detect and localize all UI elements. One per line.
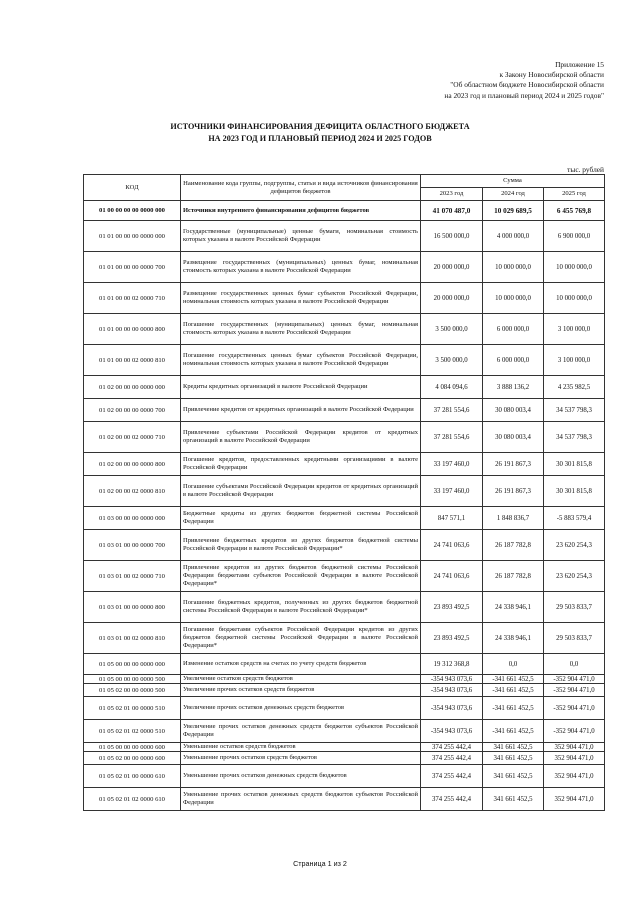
row-value-2025: 0,0 — [544, 654, 605, 675]
row-name: Источники внутреннего финансирования дефицитов бюджетов — [181, 201, 421, 221]
row-value-2024: 3 888 136,2 — [483, 376, 544, 399]
row-code: 01 02 00 00 00 0000 800 — [84, 453, 181, 476]
row-value-2023: 3 500 000,0 — [421, 314, 483, 345]
row-value-2025: 23 620 254,3 — [544, 561, 605, 592]
table-row — [84, 476, 605, 507]
row-value-2023: 16 500 000,0 — [421, 221, 483, 252]
row-value-2024: -341 661 452,5 — [483, 684, 544, 697]
row-value-2023: -354 943 073,6 — [421, 684, 483, 697]
row-value-2025: -352 904 471,0 — [544, 697, 605, 720]
row-code: 01 05 02 01 02 0000 510 — [84, 720, 181, 743]
row-name: Увеличение прочих остатков денежных средств бюджетов субъектов Российской Федерации — [181, 720, 421, 743]
row-value-2023: 24 741 063,6 — [421, 530, 483, 561]
row-value-2025: 30 301 815,8 — [544, 453, 605, 476]
appendix-line: Приложение 15 — [555, 60, 604, 69]
row-name: Увеличение прочих остатков денежных средств бюджетов — [181, 697, 421, 720]
row-code: 01 02 00 00 00 0000 000 — [84, 376, 181, 399]
row-name: Увеличение остатков средств бюджетов — [181, 675, 421, 684]
financing-sources-table — [83, 174, 605, 811]
row-value-2025: 6 455 769,8 — [544, 201, 605, 221]
table-row — [84, 697, 605, 720]
row-value-2024: -341 661 452,5 — [483, 720, 544, 743]
row-value-2024: 10 000 000,0 — [483, 283, 544, 314]
row-code: 01 01 00 00 02 0000 710 — [84, 283, 181, 314]
appendix-header — [344, 60, 604, 101]
row-value-2024: 30 080 003,4 — [483, 399, 544, 422]
table-row — [84, 422, 605, 453]
row-name: Погашение субъектами Российской Федерации кредитов от кредитных организаций в валюте Российской Федерации — [181, 476, 421, 507]
row-name: Привлечение кредитов из других бюджетов бюджетной системы Российской Федерации бюджетами субъектов Российской Федерации в валюте Российской Федерации* — [181, 561, 421, 592]
row-name: Привлечение субъектами Российской Федерации кредитов от кредитных организаций в валюте Российской Федерации — [181, 422, 421, 453]
row-value-2023: 374 255 442,4 — [421, 788, 483, 811]
document-title — [60, 121, 580, 144]
header-name: Наименование кода группы, подгруппы, статьи и вида источников финансирования дефицитов бюджетов — [181, 175, 421, 201]
row-name: Погашение бюджетами субъектов Российской Федерации кредитов из других бюджетов бюджетной системы Российской Федерации в валюте Российской Федерации* — [181, 623, 421, 654]
table-row — [84, 765, 605, 788]
header-year-2023: 2023 год — [421, 188, 483, 201]
table-row — [84, 314, 605, 345]
row-value-2025: 352 904 471,0 — [544, 765, 605, 788]
row-value-2024: 341 661 452,5 — [483, 743, 544, 752]
table-row — [84, 399, 605, 422]
row-name: Уменьшение прочих остатков средств бюджетов — [181, 752, 421, 765]
row-value-2025: 352 904 471,0 — [544, 752, 605, 765]
row-code: 01 05 00 00 00 0000 600 — [84, 743, 181, 752]
row-name: Размещение государственных ценных бумаг субъектов Российской Федерации, номинальная стоимость которых указана в валюте Российской Федерации — [181, 283, 421, 314]
row-name: Изменение остатков средств на счетах по учету средств бюджетов — [181, 654, 421, 675]
row-value-2023: 19 312 368,8 — [421, 654, 483, 675]
row-value-2025: -352 904 471,0 — [544, 720, 605, 743]
row-value-2024: 341 661 452,5 — [483, 788, 544, 811]
row-value-2025: 34 537 798,3 — [544, 422, 605, 453]
row-code: 01 02 00 00 00 0000 700 — [84, 399, 181, 422]
header-code: КОД — [84, 175, 181, 201]
row-value-2023: 847 571,1 — [421, 507, 483, 530]
row-code: 01 03 01 00 02 0000 810 — [84, 623, 181, 654]
table-row — [84, 743, 605, 752]
appendix-line: "Об областном бюджете Новосибирской области — [450, 80, 604, 90]
row-value-2024: 26 187 782,8 — [483, 530, 544, 561]
row-code: 01 01 00 00 00 0000 800 — [84, 314, 181, 345]
row-value-2025: -352 904 471,0 — [544, 684, 605, 697]
row-value-2024: 26 191 867,3 — [483, 453, 544, 476]
row-code: 01 01 00 00 00 0000 000 — [84, 221, 181, 252]
row-code: 01 03 01 00 00 0000 700 — [84, 530, 181, 561]
header-sum: Сумма — [421, 175, 605, 188]
table-row — [84, 507, 605, 530]
row-value-2023: 20 000 000,0 — [421, 283, 483, 314]
row-value-2023: 20 000 000,0 — [421, 252, 483, 283]
row-name: Погашение государственных (муниципальных) ценных бумаг, номинальная стоимость которых указана в валюте Российской Федерации — [181, 314, 421, 345]
row-value-2023: 33 197 460,0 — [421, 476, 483, 507]
table-row — [84, 623, 605, 654]
row-value-2023: 24 741 063,6 — [421, 561, 483, 592]
row-value-2024: 4 000 000,0 — [483, 221, 544, 252]
row-name: Государственные (муниципальные) ценные бумаги, номинальная стоимость которых указана в валюте Российской Федерации — [181, 221, 421, 252]
row-value-2023: 374 255 442,4 — [421, 752, 483, 765]
row-value-2025: 10 000 000,0 — [544, 252, 605, 283]
row-code: 01 02 00 00 02 0000 710 — [84, 422, 181, 453]
row-name: Уменьшение прочих остатков денежных средств бюджетов субъектов Российской Федерации — [181, 788, 421, 811]
row-value-2025: 4 235 982,5 — [544, 376, 605, 399]
row-value-2023: 3 500 000,0 — [421, 345, 483, 376]
row-value-2025: 3 100 000,0 — [544, 314, 605, 345]
row-value-2025: 10 000 000,0 — [544, 283, 605, 314]
row-name: Погашение кредитов, предоставленных кредитными организациями в валюте Российской Федерации — [181, 453, 421, 476]
row-value-2024: 10 029 689,5 — [483, 201, 544, 221]
row-value-2024: 6 000 000,0 — [483, 345, 544, 376]
row-name: Уменьшение остатков средств бюджетов — [181, 743, 421, 752]
row-code: 01 05 02 00 00 0000 500 — [84, 684, 181, 697]
table-row — [84, 788, 605, 811]
row-value-2025: -352 904 471,0 — [544, 675, 605, 684]
row-value-2024: 10 000 000,0 — [483, 252, 544, 283]
row-code: 01 05 00 00 00 0000 500 — [84, 675, 181, 684]
row-value-2025: 3 100 000,0 — [544, 345, 605, 376]
row-value-2025: 29 503 833,7 — [544, 623, 605, 654]
appendix-line: к Закону Новосибирской области — [499, 70, 604, 80]
row-value-2023: 33 197 460,0 — [421, 453, 483, 476]
table-row — [84, 376, 605, 399]
table-row — [84, 221, 605, 252]
row-value-2023: -354 943 073,6 — [421, 675, 483, 684]
row-code: 01 05 02 00 00 0000 600 — [84, 752, 181, 765]
row-value-2025: 352 904 471,0 — [544, 788, 605, 811]
table-row — [84, 720, 605, 743]
row-code: 01 00 00 00 00 0000 000 — [84, 201, 181, 221]
row-value-2023: 23 893 492,5 — [421, 623, 483, 654]
row-value-2025: 352 904 471,0 — [544, 743, 605, 752]
row-value-2023: 374 255 442,4 — [421, 743, 483, 752]
row-name: Кредиты кредитных организаций в валюте Российской Федерации — [181, 376, 421, 399]
row-value-2025: 23 620 254,3 — [544, 530, 605, 561]
table-row — [84, 283, 605, 314]
table-row — [84, 752, 605, 765]
row-value-2024: 341 661 452,5 — [483, 752, 544, 765]
table-row — [84, 654, 605, 675]
row-name: Размещение государственных (муниципальных) ценных бумаг, номинальная стоимость которых указана в валюте Российской Федерации — [181, 252, 421, 283]
row-name: Погашение государственных ценных бумаг субъектов Российской Федерации, номинальная стоимость которых указана в валюте Российской Федерации — [181, 345, 421, 376]
row-code: 01 01 00 00 00 0000 700 — [84, 252, 181, 283]
row-code: 01 05 02 01 02 0000 610 — [84, 788, 181, 811]
table-row — [84, 592, 605, 623]
row-value-2023: -354 943 073,6 — [421, 697, 483, 720]
row-value-2023: 4 084 094,6 — [421, 376, 483, 399]
table-row — [84, 453, 605, 476]
table-body — [84, 201, 605, 811]
title-line: ИСТОЧНИКИ ФИНАНСИРОВАНИЯ ДЕФИЦИТА ОБЛАСТНОГО БЮДЖЕТА — [170, 122, 470, 131]
row-code: 01 05 00 00 00 0000 000 — [84, 654, 181, 675]
row-name: Бюджетные кредиты из других бюджетов бюджетной системы Российской Федерации — [181, 507, 421, 530]
row-name: Погашение бюджетных кредитов, полученных из других бюджетов бюджетной системы Российской Федерации в валюте Российской Федерации* — [181, 592, 421, 623]
table-row — [84, 252, 605, 283]
row-name: Увеличение прочих остатков средств бюджетов — [181, 684, 421, 697]
table-row — [84, 530, 605, 561]
row-value-2024: -341 661 452,5 — [483, 697, 544, 720]
row-value-2024: 26 191 867,3 — [483, 476, 544, 507]
row-value-2024: -341 661 452,5 — [483, 675, 544, 684]
row-value-2024: 30 080 003,4 — [483, 422, 544, 453]
title-line: НА 2023 ГОД И ПЛАНОВЫЙ ПЕРИОД 2024 И 2025 ГОДОВ — [208, 133, 432, 143]
table-row — [84, 684, 605, 697]
row-value-2023: 37 281 554,6 — [421, 422, 483, 453]
row-code: 01 03 00 00 00 0000 000 — [84, 507, 181, 530]
row-value-2025: 6 900 000,0 — [544, 221, 605, 252]
row-value-2023: 374 255 442,4 — [421, 765, 483, 788]
row-value-2024: 0,0 — [483, 654, 544, 675]
row-value-2023: 37 281 554,6 — [421, 399, 483, 422]
table-row — [84, 201, 605, 221]
row-value-2023: -354 943 073,6 — [421, 720, 483, 743]
row-value-2025: 30 301 815,8 — [544, 476, 605, 507]
table-row — [84, 561, 605, 592]
row-code: 01 05 02 01 00 0000 510 — [84, 697, 181, 720]
page-number: Страница 1 из 2 — [293, 859, 347, 868]
row-value-2024: 1 848 836,7 — [483, 507, 544, 530]
row-value-2024: 6 000 000,0 — [483, 314, 544, 345]
row-value-2025: 34 537 798,3 — [544, 399, 605, 422]
row-value-2024: 24 338 946,1 — [483, 592, 544, 623]
appendix-line: на 2023 год и плановый период 2024 и 2025 годов" — [444, 90, 604, 100]
row-value-2025: 29 503 833,7 — [544, 592, 605, 623]
units-label: тыс. рублей — [567, 165, 604, 174]
row-value-2025: -5 883 579,4 — [544, 507, 605, 530]
header-year-2024: 2024 год — [483, 188, 544, 201]
row-value-2023: 23 893 492,5 — [421, 592, 483, 623]
row-name: Привлечение бюджетных кредитов из других бюджетов бюджетной системы Российской Федерации в валюте Российской Федерации* — [181, 530, 421, 561]
row-code: 01 03 01 00 00 0000 800 — [84, 592, 181, 623]
row-value-2024: 341 661 452,5 — [483, 765, 544, 788]
header-year-2025: 2025 год — [544, 188, 605, 201]
row-value-2024: 24 338 946,1 — [483, 623, 544, 654]
row-code: 01 03 01 00 02 0000 710 — [84, 561, 181, 592]
table-row — [84, 675, 605, 684]
row-code: 01 01 00 00 02 0000 810 — [84, 345, 181, 376]
row-code: 01 02 00 00 02 0000 810 — [84, 476, 181, 507]
row-name: Уменьшение прочих остатков денежных средств бюджетов — [181, 765, 421, 788]
row-value-2023: 41 070 487,0 — [421, 201, 483, 221]
row-code: 01 05 02 01 00 0000 610 — [84, 765, 181, 788]
row-name: Привлечение кредитов от кредитных организаций в валюте Российской Федерации — [181, 399, 421, 422]
table-row — [84, 345, 605, 376]
row-value-2024: 26 187 782,8 — [483, 561, 544, 592]
